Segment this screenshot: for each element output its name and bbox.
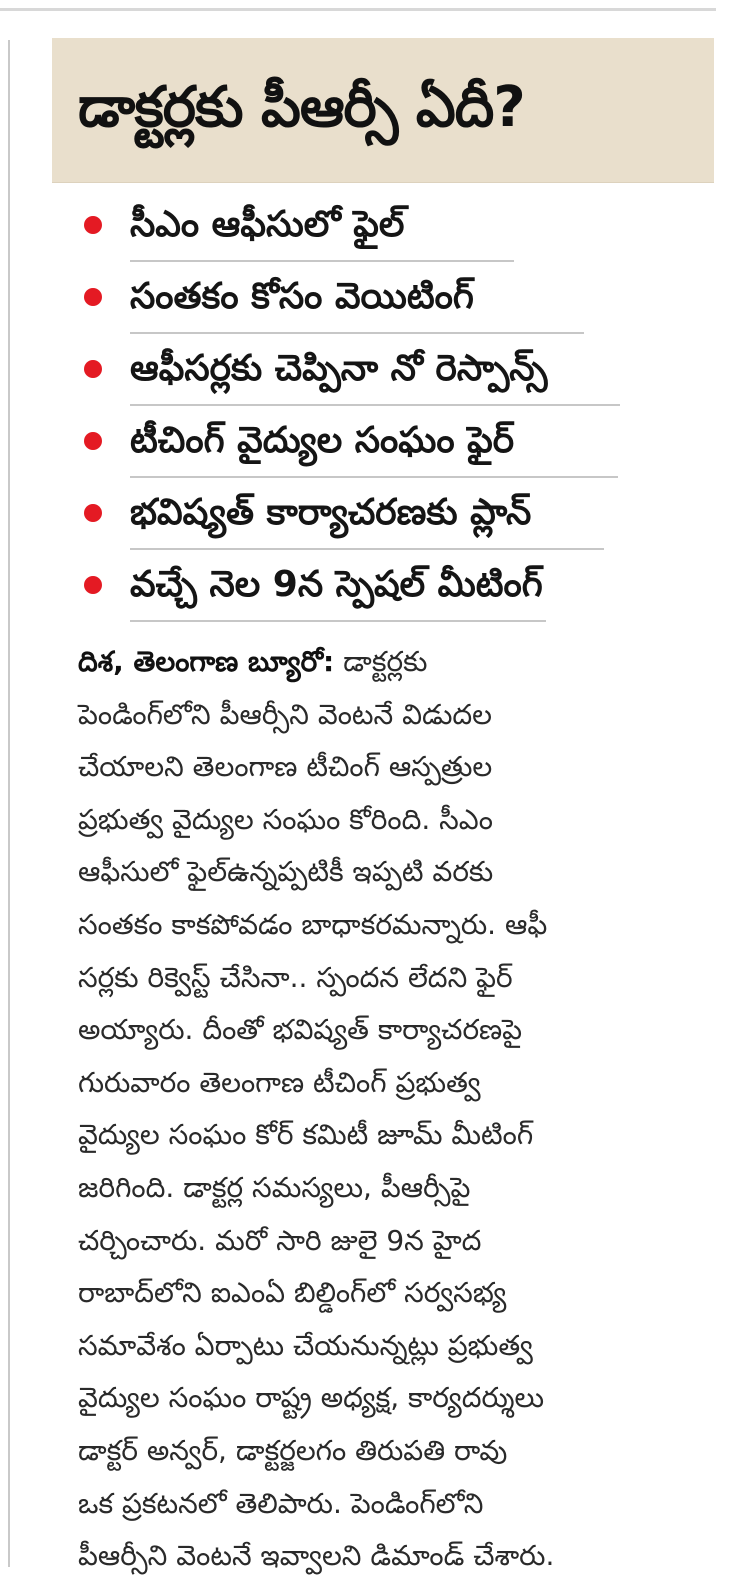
- highlight-item: [52, 486, 714, 558]
- highlight-underline: [130, 332, 584, 334]
- body-line: వైద్యుల సంఘం కోర్ కమిటీ జూమ్ మీటింగ్: [78, 1118, 534, 1152]
- red-bullet-icon: [84, 216, 102, 234]
- highlight-underline: [130, 620, 546, 622]
- highlight-text: సంతకం కోసం వెయిటింగ్: [130, 276, 474, 317]
- body-line: ఆఫీసులో ఫైల్ఉన్నప్పటికీ ఇప్పటి వరకు: [78, 855, 494, 889]
- body-line: పెండింగ్‌లోని పీఆర్సీని వెంటనే విడుదల: [78, 697, 493, 731]
- highlight-underline: [130, 260, 514, 262]
- body-line: సమావేశం ఏర్పాటు చేయనున్నట్లు ప్రభుత్వ: [78, 1328, 533, 1362]
- body-line: [78, 636, 698, 689]
- highlight-item: [52, 558, 714, 630]
- body-line: ఒక ప్రకటనలో తెలిపారు. పెండింగ్‌లోని: [78, 1486, 484, 1520]
- red-bullet-icon: [84, 288, 102, 306]
- highlight-text: సీఎం ఆఫీసులో ఫైల్: [130, 204, 405, 245]
- highlight-item: [52, 342, 714, 414]
- red-bullet-icon: [84, 576, 102, 594]
- highlight-underline: [130, 548, 604, 550]
- highlight-text: వచ్చే నెల 9న స్పెషల్ మీటింగ్: [130, 564, 543, 605]
- article-body: [78, 636, 698, 1583]
- highlight-item: [52, 270, 714, 342]
- highlight-text: భవిష్యత్ కార్యాచరణకు ప్లాన్: [130, 492, 532, 533]
- column-divider: [8, 40, 10, 1567]
- body-line: ప్రభుత్వ వైద్యుల సంఘం కోరింది. సీఎం: [78, 802, 493, 836]
- body-line: చేయాలని తెలంగాణ టీచింగ్ ఆస్పత్రుల: [78, 750, 493, 784]
- headline-banner: [52, 38, 714, 183]
- red-bullet-icon: [84, 360, 102, 378]
- highlight-underline: [130, 404, 620, 406]
- red-bullet-icon: [84, 432, 102, 450]
- red-bullet-icon: [84, 504, 102, 522]
- body-line: గురువారం తెలంగాణ టీచింగ్ ప్రభుత్వ: [78, 1065, 481, 1099]
- highlight-text: ఆఫీసర్లకు చెప్పినా నో రెస్పాన్స్: [130, 348, 548, 389]
- top-divider: [0, 8, 716, 11]
- byline: దిశ, తెలంగాణ బ్యూరో:: [78, 645, 335, 678]
- body-line: అయ్యారు. దీంతో భవిష్యత్ కార్యాచరణపై: [78, 1013, 523, 1047]
- highlight-item: [52, 198, 714, 270]
- body-line: పీఆర్సీని వెంటనే ఇవ్వాలని డిమాండ్ చేశారు.: [78, 1539, 555, 1573]
- news-article: [52, 38, 714, 1573]
- body-line: సంతకం కాకపోవడం బాధాకరమన్నారు. ఆఫీ: [78, 907, 548, 941]
- body-line: రాబాద్‌లోని ఐఎంఏ బిల్డింగ్‌లో సర్వసభ్య: [78, 1276, 507, 1310]
- body-line: చర్చించారు. మరో సారి జులై 9న హైద: [78, 1223, 482, 1257]
- body-line: సర్లకు రిక్వెస్ట్ చేసినా.. స్పందన లేదని ఫైర్: [78, 960, 513, 994]
- body-line: డాక్టర్ అన్వర్, డాక్టర్జలగం తిరుపతి రావు: [78, 1433, 508, 1467]
- headline: డాక్టర్లకు పీఆర్సీ ఏదీ?: [78, 75, 525, 140]
- highlights-list: [52, 198, 714, 630]
- body-line-text: డాక్టర్లకు: [343, 645, 428, 678]
- body-line: జరిగింది. డాక్టర్ల సమస్యలు, పీఆర్సీపై: [78, 1170, 471, 1204]
- body-line: వైద్యుల సంఘం రాష్ట్ర అధ్యక్ష, కార్యదర్శులు: [78, 1381, 545, 1415]
- highlight-underline: [130, 476, 618, 478]
- highlight-item: [52, 414, 714, 486]
- highlight-text: టీచింగ్ వైద్యుల సంఘం ఫైర్: [130, 420, 515, 461]
